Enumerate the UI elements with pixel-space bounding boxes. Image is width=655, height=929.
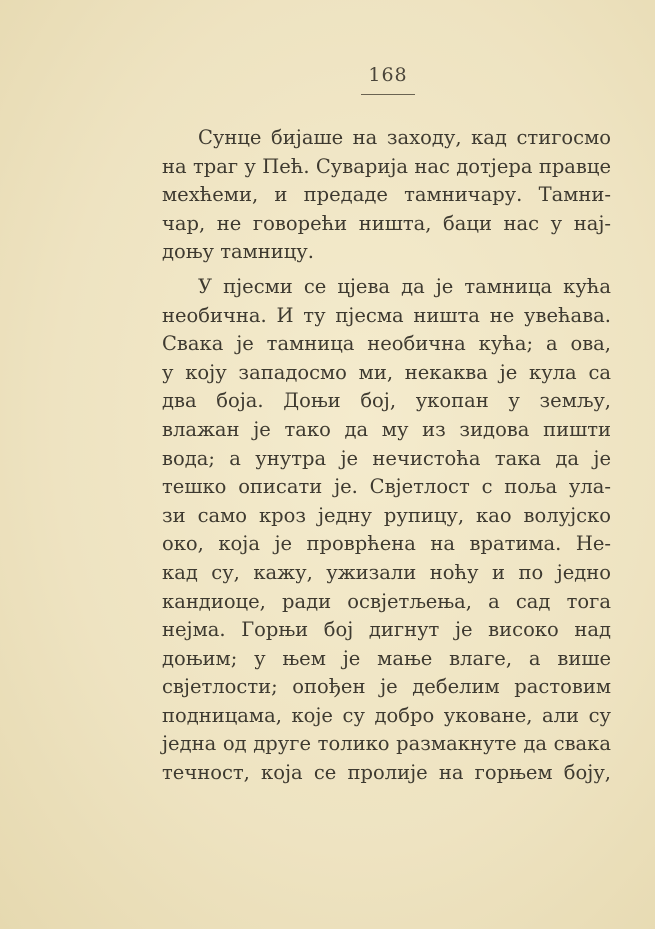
text-line: у коју западосмо ми, некаква је кула са — [162, 360, 611, 384]
text-line: необична. И ту пјесма ништа не увећава. — [162, 303, 611, 327]
text-line: Свака је тамница необична кућа; а ова, — [162, 332, 611, 356]
text-line: зи само кроз једну рупицу, као волујско — [162, 503, 611, 527]
text-line: чар, не говорећи ништа, баци нас у нај- — [162, 211, 611, 235]
text-line: једна од друге толико размакнуте да свака — [162, 732, 611, 756]
text-line: Сунце бијаше на заходу, кад стигосмо — [198, 126, 611, 149]
page-number: 168 — [368, 64, 408, 86]
text-line: кандиоце, ради освјетљења, а сад тога — [162, 589, 611, 613]
text-line: У пјесми се цјева да је тамница кућа — [198, 274, 611, 298]
text-line: подницама, које су добро уковане, али су — [162, 703, 611, 727]
text-line: тешко описати је. Свјетлост с поља ула- — [162, 475, 611, 499]
paragraph-1 — [162, 124, 611, 267]
text-line: доњим; у њем је мање влаге, а више — [162, 646, 611, 670]
text-line: свјетлости; опођен је дебелим растовим — [162, 675, 611, 699]
text-line: мехћеми, и предаде тамничару. Тамни- — [162, 183, 611, 207]
text-line: нејма. Горњи бој дигнут је високо над — [162, 618, 611, 642]
text-line: на траг у Пећ. Суварија нас дотјера правце — [162, 154, 611, 178]
text-line: доњу тамницу. — [162, 240, 314, 264]
text-line: вода; а унутра је нечистоћа така да је — [162, 446, 611, 470]
text-line: кад су, кажу, ужизали ноћу и по једно — [162, 560, 611, 584]
body-text — [162, 124, 611, 788]
text-line: течност, која се пролије на горњем боју, — [162, 761, 611, 785]
paragraph-2 — [162, 273, 611, 788]
text-line: влажан је тако да му из зидова пишти — [162, 417, 611, 441]
text-line: два боја. Доњи бој, укопан у земљу, — [162, 389, 611, 413]
page-number-rule — [361, 94, 415, 95]
text-line: око, која је проврћена на вратима. Не- — [162, 532, 611, 556]
